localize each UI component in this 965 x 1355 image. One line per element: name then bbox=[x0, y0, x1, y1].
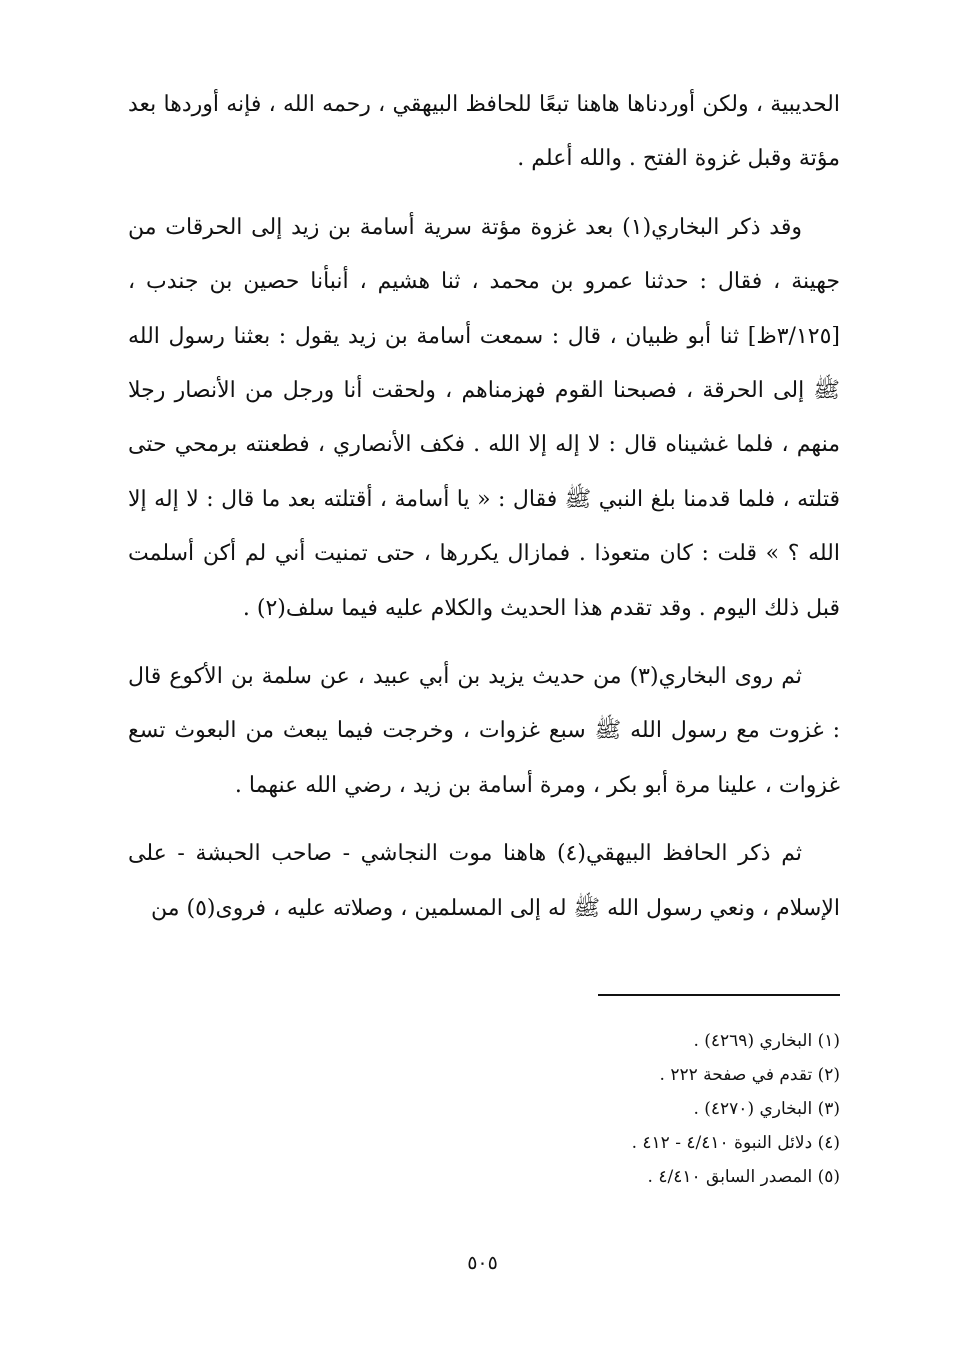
footnote-4: (٤) دلائل النبوة ٤/٤١٠ - ٤١٢ . bbox=[631, 1133, 840, 1153]
footnotes bbox=[300, 1024, 840, 1194]
footnote-separator bbox=[598, 994, 840, 996]
paragraph-4: ثم ذكر الحافظ البيهقي(٤) هاهنا موت النجاشي - صاحب الحبشة - على الإسلام ، ونعي رسول الله ﷺ له إلى المسلمين ، وصلاته عليه ، فروى(٥) من bbox=[128, 841, 840, 921]
footnote-5: (٥) المصدر السابق ٤/٤١٠ . bbox=[647, 1167, 840, 1187]
paragraph-3: ثم روى البخاري(٣) من حديث يزيد بن أبي عبيد ، عن سلمة بن الأكوع قال : غزوت مع رسول الله ﷺ سبع غزوات ، وخرجت فيما يبعث من البعوث تسع غزوات ، علينا مرة أبو بكر ، ومرة أسامة بن زيد ، رضي الله عنهما . bbox=[128, 664, 840, 798]
footnote-3: (٣) البخاري (٤٢٧٠) . bbox=[693, 1099, 840, 1119]
footnote-2: (٢) تقدم في صفحة ٢٢٢ . bbox=[659, 1065, 840, 1085]
page-number: ٥٠٥ bbox=[467, 1252, 498, 1274]
paragraph-1: الحديبية ، ولكن أوردناها هاهنا تبعًا للحافظ البيهقي ، رحمه الله ، فإنه أوردها بعد مؤتة وقبل غزوة الفتح . والله أعلم . bbox=[128, 92, 840, 172]
main-text bbox=[128, 78, 840, 950]
paragraph-2: وقد ذكر البخاري(١) بعد غزوة مؤتة سرية أسامة بن زيد إلى الحرقات من جهينة ، فقال : حدثنا عمرو بن محمد ، ثنا هشيم ، أنبأنا حصين بن جندب ، [٣/١٢٥ظ] ثنا أبو ظبيان ، قال : سمعت أسامة بن زيد يقول : بعثنا رسول الله ﷺ إلى الحرقة ، فصبحنا القوم فهزمناهم ، ولحقت أنا ورجل من الأنصار رجلا منهم ، فلما غشيناه قال : لا إله إلا الله . فكف الأنصاري ، فطعنته برمحي حتى قتلته ، فلما قدمنا بلغ النبي ﷺ فقال : « يا أسامة ، أقتلته بعد ما قال : لا إله إلا الله ؟ » قلت : كان متعوذا . فمازال يكررها ، حتى تمنيت أني لم أكن أسلمت قبل ذلك اليوم . وقد تقدم هذا الحديث والكلام عليه فيما سلف(٢) . bbox=[128, 214, 840, 621]
footnote-1: (١) البخاري (٤٢٦٩) . bbox=[693, 1031, 840, 1051]
